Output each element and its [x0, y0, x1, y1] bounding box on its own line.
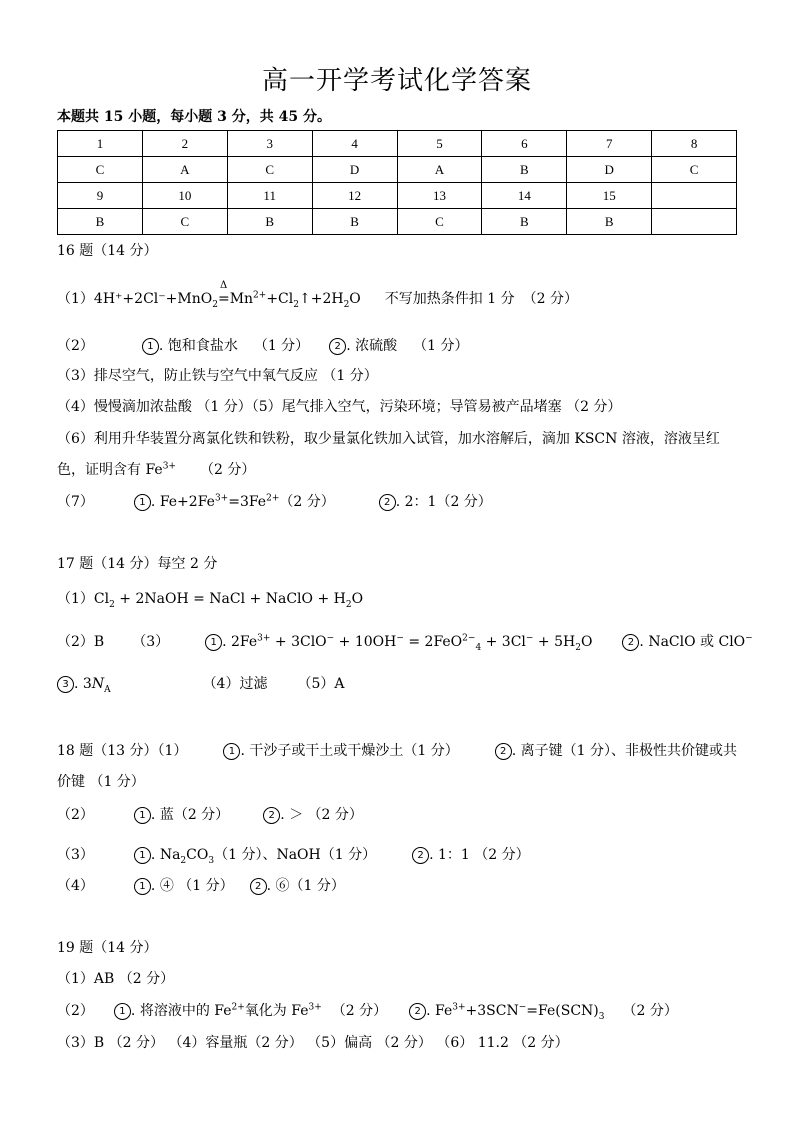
circled-number-2: 2 [622, 634, 639, 651]
q16-header: 16 题（14 分） [57, 243, 158, 259]
page-title: 高一开学考试化学答案 [261, 66, 532, 96]
q17-part2-3: （2）B （3） 1 . $2Fe^{3+} + 3ClO^- + 10OH^- = 2FeO^{2-}_4 + 3Cl^- + 5H_2O$ 2 . NaClO 或 ClO− [57, 633, 753, 653]
circled-number-2: 2 [329, 338, 346, 355]
answer-letter-row [58, 209, 737, 235]
section-intro: 本题共 15 小题，每小题 3 分，共 45 分。 [57, 109, 331, 125]
circled-number-1: 1 [114, 1003, 131, 1020]
circled-number-2: 2 [379, 494, 396, 511]
question-number-cell: 1 [58, 131, 143, 157]
answer-cell: A [397, 157, 482, 183]
q16-part7: （7） 1 . $Fe+2Fe^{3+}=3Fe^{2+}(2$ 分） 2 . 2：1（2 分） [57, 493, 492, 510]
q18-part3: （3） 1 . $Na_2CO_3(1$ 分）、NaOH（1 分） 2 . 1：1 （2 分） [57, 847, 530, 866]
question-number-row [58, 183, 737, 209]
question-number-cell: 13 [397, 183, 482, 209]
question-number-cell: 14 [482, 183, 567, 209]
answer-cell: B [567, 209, 652, 235]
question-number-cell: 12 [312, 183, 397, 209]
question-number-cell: 10 [142, 183, 227, 209]
answer-cell: D [312, 157, 397, 183]
answer-cell [652, 209, 737, 235]
question-number-cell: 8 [652, 131, 737, 157]
answer-cell: C [142, 209, 227, 235]
circled-number-1: 1 [134, 807, 151, 824]
question-number-cell: 2 [142, 131, 227, 157]
answer-cell: C [227, 157, 312, 183]
question-number-cell: 4 [312, 131, 397, 157]
circled-number-2: 2 [409, 1003, 426, 1020]
circled-number-1: 1 [134, 878, 151, 895]
q19-part1: （1）AB （2 分） [57, 971, 175, 987]
answer-letter-row [58, 157, 737, 183]
q16-part4-5: （4）慢慢滴加浓盐酸 （1 分）（5）尾气排入空气，污染环境；导管易被产品堵塞 （2 分） [57, 399, 622, 415]
q16-part3: （3）排尽空气，防止铁与空气中氧气反应 （1 分） [57, 368, 378, 384]
answer-cell: A [142, 157, 227, 183]
circled-number-2: 2 [495, 743, 512, 760]
question-number-cell: 9 [58, 183, 143, 209]
circled-number-2: 2 [412, 847, 429, 864]
answer-cell: B [227, 209, 312, 235]
question-number-cell: 3 [227, 131, 312, 157]
heating-condition-mark: Δ = [217, 280, 230, 307]
answer-cell: B [312, 209, 397, 235]
q18-part2: （2） 1 . 蓝（2 分） 2 . ＞ （2 分） [57, 807, 363, 823]
question-number-cell [652, 183, 737, 209]
q17-header: 17 题（14 分）每空 2 分 [57, 556, 218, 572]
circled-number-2: 2 [263, 807, 280, 824]
q17-part1: $(1)Cl_2$ + 2NaOH = NaCl + NaClO + $H_2O$ [57, 591, 364, 610]
answer-table [57, 130, 737, 235]
q19-part3-6: （3）B （2 分） （4）容量瓶（2 分） （5）偏高 （2 分） （6） 11.2 （2 分） [57, 1035, 569, 1051]
q19-part2: （2） 1 . 将溶液中的 $Fe^{2+}$氧化为 $Fe^{3+}$ （2 分） 2 . $Fe^{3+}+3SCN^-=Fe(SCN)_3$ （2 分） [57, 1002, 678, 1022]
answer-cell: D [567, 157, 652, 183]
q18-part1: 18 题（13 分）（1） 1 . 干沙子或干土或干燥沙土（1 分） 2 . 离子键（1 分）、非极性共价键或共价键 （1 分） [57, 743, 737, 790]
circled-number-1: 1 [205, 634, 222, 651]
q16-part1: （1）4H⁺+2Cl⁻+MnO$_2$ Δ $=Mn^{2+}+Cl_2↑+2H_2O$ 不写加热条件扣 1 分 （2 分） [57, 280, 578, 310]
answer-cell: C [397, 209, 482, 235]
answer-cell: B [482, 209, 567, 235]
question-number-cell: 11 [227, 183, 312, 209]
question-number-cell: 6 [482, 131, 567, 157]
circled-number-1: 1 [223, 743, 240, 760]
question-number-cell: 15 [567, 183, 652, 209]
circled-number-1: 1 [142, 338, 159, 355]
q18-part4: （4） 1 . ④ （1 分） 2 . ⑥（1 分） [57, 878, 345, 894]
question-number-cell: 7 [567, 131, 652, 157]
circled-number-2: 2 [250, 878, 267, 895]
q16-part6: （6）利用升华装置分离氯化铁和铁粉，取少量氯化铁加入试管，加水溶解后，滴加 KSCN 溶液，溶液呈红色，证明含有 $Fe^{3+}$ （2 分） [57, 431, 720, 478]
question-number-row [58, 131, 737, 157]
answer-cell: C [58, 157, 143, 183]
answer-cell: C [652, 157, 737, 183]
circled-number-1: 1 [134, 494, 151, 511]
question-number-cell: 5 [397, 131, 482, 157]
answer-cell: B [58, 209, 143, 235]
q16-part2: （2） 1 . 饱和食盐水 （1 分） 2 . 浓硫酸 （1 分） [57, 338, 469, 354]
answer-cell: B [482, 157, 567, 183]
q17-part3-4-5: 3 . $3N_A$ （4）过滤 （5）A [57, 674, 345, 694]
circled-number-3: 3 [57, 676, 74, 693]
q19-header: 19 题（14 分） [57, 940, 158, 956]
circled-number-1: 1 [134, 847, 151, 864]
